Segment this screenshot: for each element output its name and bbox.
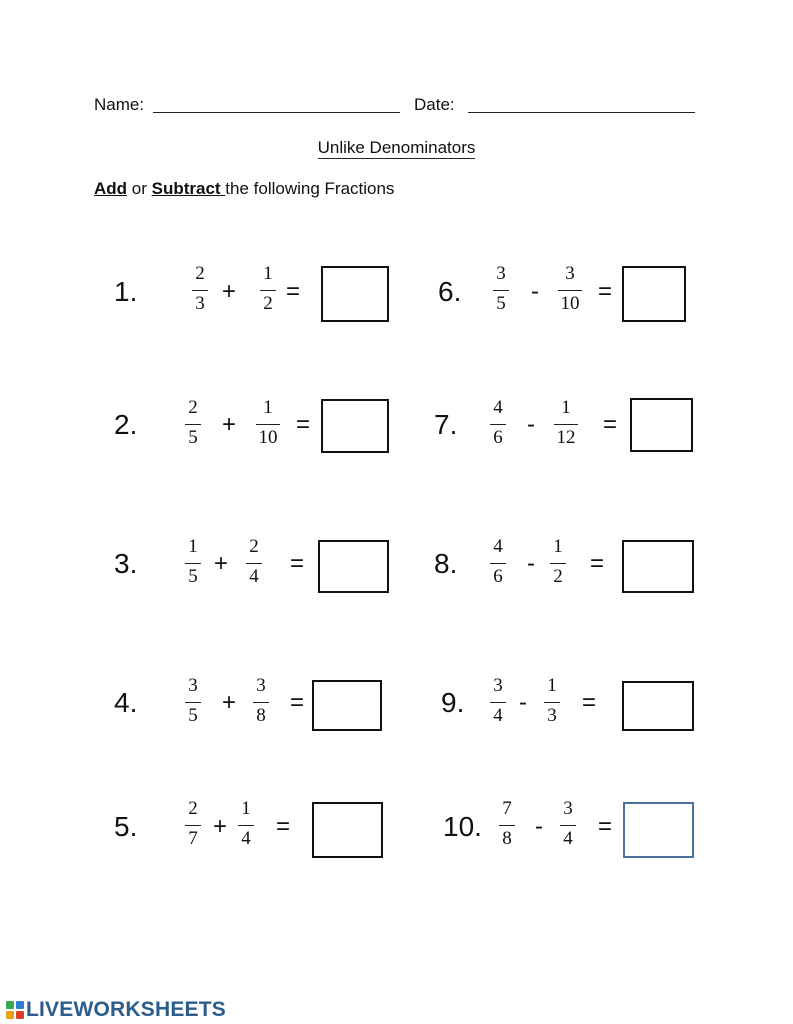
equals-sign: = <box>276 813 291 840</box>
a-fraction <box>176 535 210 591</box>
plus-sign: + <box>222 411 237 438</box>
b-denominator: 2 <box>553 566 563 587</box>
fraction-bar <box>260 290 276 291</box>
a-fraction <box>176 674 210 730</box>
minus-sign: - <box>527 411 535 438</box>
b-denominator: 4 <box>563 828 573 849</box>
date-label: Date: <box>414 95 455 114</box>
fraction-bar <box>490 702 506 703</box>
problem-number: 1. <box>114 276 138 307</box>
answer-box-3[interactable] <box>318 540 389 593</box>
problem-number: 5. <box>114 811 138 842</box>
a-denominator: 6 <box>493 566 503 587</box>
a-fraction <box>490 797 524 853</box>
equals-sign: = <box>286 278 301 305</box>
fraction-bar <box>554 424 578 425</box>
a-numerator: 3 <box>493 675 503 696</box>
minus-sign: - <box>531 278 539 305</box>
b-fraction <box>251 396 285 452</box>
a-numerator: 4 <box>493 397 503 418</box>
a-numerator: 7 <box>502 798 512 819</box>
b-denominator: 4 <box>249 566 259 587</box>
b-denominator: 2 <box>263 293 273 314</box>
fraction-bar <box>544 702 560 703</box>
b-denominator: 3 <box>547 705 557 726</box>
b-numerator: 1 <box>263 263 273 284</box>
answer-box-7[interactable] <box>630 398 693 452</box>
a-denominator: 5 <box>188 566 198 587</box>
instructions <box>94 179 394 199</box>
fraction-bar <box>192 290 208 291</box>
b-numerator: 2 <box>249 536 259 557</box>
a-numerator: 3 <box>496 263 506 284</box>
worksheet-title: Unlike Denominators <box>317 138 476 157</box>
b-fraction <box>549 396 583 452</box>
problem-number: 4. <box>114 687 138 718</box>
answer-box-2[interactable] <box>321 399 389 453</box>
instruction-subtract: Subtract <box>151 179 226 198</box>
fraction-bar <box>560 825 576 826</box>
fraction-bar <box>490 563 506 564</box>
a-numerator: 4 <box>493 536 503 557</box>
fraction-bar <box>490 424 506 425</box>
a-fraction <box>176 797 210 853</box>
fraction-bar <box>185 563 201 564</box>
answer-box-4[interactable] <box>312 680 382 731</box>
a-numerator: 1 <box>188 536 198 557</box>
fraction-bar <box>550 563 566 564</box>
problem-number: 8. <box>434 548 458 579</box>
equals-sign: = <box>296 411 311 438</box>
a-denominator: 5 <box>188 427 198 448</box>
fraction-bar <box>256 424 280 425</box>
liveworksheets-logo-text: LIVEWORKSHEETS <box>26 998 226 1021</box>
a-numerator: 2 <box>188 798 198 819</box>
plus-sign: + <box>222 689 237 716</box>
equals-sign: = <box>598 278 613 305</box>
answer-box-10[interactable] <box>623 802 694 858</box>
name-label: Name: <box>94 95 145 114</box>
equals-sign: = <box>603 411 618 438</box>
b-fraction <box>237 535 271 591</box>
date-field-line[interactable] <box>468 112 695 113</box>
fraction-bar <box>185 424 201 425</box>
a-denominator: 5 <box>496 293 506 314</box>
a-fraction <box>481 535 515 591</box>
b-numerator: 1 <box>263 397 273 418</box>
b-denominator: 8 <box>256 705 266 726</box>
fraction-bar <box>558 290 582 291</box>
problem-number: 9. <box>441 687 465 718</box>
equals-sign: = <box>290 689 305 716</box>
fraction-bar <box>185 702 201 703</box>
b-numerator: 1 <box>561 397 571 418</box>
a-denominator: 4 <box>493 705 503 726</box>
liveworksheets-logo-icon <box>6 1001 24 1019</box>
instruction-rest: the following Fractions <box>225 179 395 198</box>
plus-sign: + <box>222 278 237 305</box>
problem-number: 6. <box>438 276 462 307</box>
plus-sign: + <box>213 813 228 840</box>
minus-sign: - <box>527 550 535 577</box>
minus-sign: - <box>519 689 527 716</box>
a-denominator: 8 <box>502 828 512 849</box>
problem-number: 3. <box>114 548 138 579</box>
equals-sign: = <box>290 550 305 577</box>
b-fraction <box>535 674 569 730</box>
minus-sign: - <box>535 813 543 840</box>
instruction-or: or <box>127 179 152 198</box>
equals-sign: = <box>582 689 597 716</box>
answer-box-5[interactable] <box>312 802 383 858</box>
b-denominator: 4 <box>241 828 251 849</box>
fraction-bar <box>493 290 509 291</box>
a-denominator: 6 <box>493 427 503 448</box>
a-fraction <box>484 262 518 318</box>
b-numerator: 3 <box>565 263 575 284</box>
b-denominator: 12 <box>556 427 576 448</box>
problem-number: 2. <box>114 409 138 440</box>
answer-box-6[interactable] <box>622 266 686 322</box>
b-denominator: 10 <box>560 293 580 314</box>
a-fraction <box>481 396 515 452</box>
a-fraction <box>481 674 515 730</box>
a-denominator: 3 <box>195 293 205 314</box>
liveworksheets-logo[interactable] <box>6 997 226 1023</box>
a-numerator: 2 <box>195 263 205 284</box>
instruction-add: Add <box>94 179 128 198</box>
equals-sign: = <box>598 813 613 840</box>
b-fraction <box>251 262 285 318</box>
answer-box-1[interactable] <box>321 266 389 322</box>
b-fraction <box>551 797 585 853</box>
b-numerator: 1 <box>547 675 557 696</box>
b-numerator: 1 <box>553 536 563 557</box>
problem-number: 7. <box>434 409 458 440</box>
a-numerator: 3 <box>188 675 198 696</box>
answer-box-9[interactable] <box>622 681 694 731</box>
b-numerator: 3 <box>563 798 573 819</box>
b-fraction <box>229 797 263 853</box>
problem-number: 10. <box>443 811 482 842</box>
b-denominator: 10 <box>258 427 278 448</box>
a-fraction <box>176 396 210 452</box>
a-denominator: 5 <box>188 705 198 726</box>
fraction-bar <box>185 825 201 826</box>
fraction-bar <box>499 825 515 826</box>
a-numerator: 2 <box>188 397 198 418</box>
answer-box-8[interactable] <box>622 540 694 593</box>
fraction-bar <box>238 825 254 826</box>
b-numerator: 1 <box>241 798 251 819</box>
a-denominator: 7 <box>188 828 198 849</box>
fraction-bar <box>246 563 262 564</box>
name-field-line[interactable] <box>153 112 400 113</box>
a-fraction <box>183 262 217 318</box>
plus-sign: + <box>214 550 229 577</box>
b-fraction <box>244 674 278 730</box>
worksheet-title-wrap <box>0 138 793 158</box>
b-numerator: 3 <box>256 675 266 696</box>
b-fraction <box>553 262 587 318</box>
b-fraction <box>541 535 575 591</box>
equals-sign: = <box>590 550 605 577</box>
fraction-bar <box>253 702 269 703</box>
